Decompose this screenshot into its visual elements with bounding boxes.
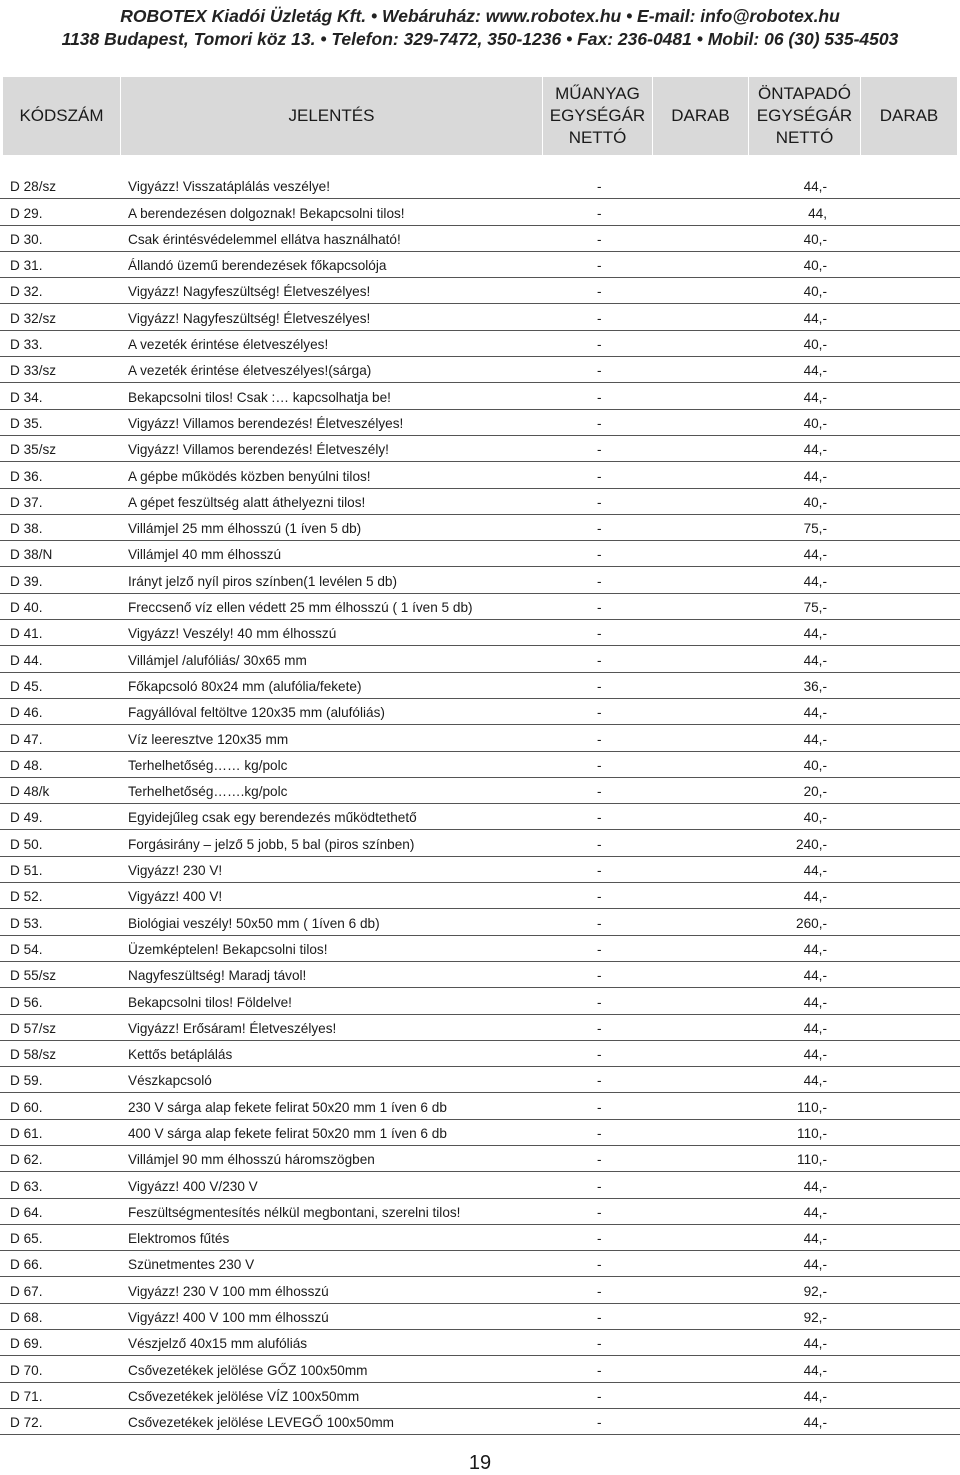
product-code: D 32.: [10, 284, 43, 300]
product-description: Fagyállóval feltöltve 120x35 mm (alufóliás): [128, 705, 385, 721]
plastic-price: -: [597, 547, 602, 563]
plastic-price: -: [597, 1125, 602, 1141]
product-description: Freccsenő víz ellen védett 25 mm élhosszú ( 1 íven 5 db): [128, 600, 473, 616]
plastic-price: -: [597, 1204, 602, 1220]
plastic-price: -: [597, 494, 602, 510]
plastic-price: -: [597, 863, 602, 879]
table-row: [0, 1146, 960, 1172]
plastic-price: -: [597, 757, 602, 773]
table-row: [0, 830, 960, 856]
product-code: D 32/sz: [10, 310, 57, 326]
adhesive-price: 40,-: [803, 284, 827, 300]
product-code: D 72.: [10, 1415, 43, 1431]
table-row: [0, 1093, 960, 1119]
product-description: 230 V sárga alap fekete felirat 50x20 mm 1 íven 6 db: [128, 1099, 447, 1115]
product-code: D 48.: [10, 757, 43, 773]
table-row: [0, 620, 960, 646]
adhesive-price: 20,-: [803, 784, 827, 800]
plastic-price: -: [597, 678, 602, 694]
product-description: Vigyázz! 400 V/230 V: [128, 1178, 258, 1194]
product-description: Vigyázz! 230 V!: [128, 863, 223, 879]
adhesive-price: 44,-: [803, 363, 827, 379]
product-code: D 41.: [10, 626, 43, 642]
plastic-price: -: [597, 1231, 602, 1247]
plastic-price: -: [597, 337, 602, 353]
product-code: D 59.: [10, 1073, 43, 1089]
table-row: [0, 1356, 960, 1382]
product-description: Csővezetékek jelölése VÍZ 100x50mm: [128, 1388, 360, 1404]
plastic-price: -: [597, 521, 602, 537]
table-row: [0, 489, 960, 515]
plastic-price: -: [597, 284, 602, 300]
product-code: D 64.: [10, 1204, 43, 1220]
product-description: Vigyázz! Nagyfeszültség! Életveszélyes!: [128, 310, 371, 326]
plastic-price: -: [597, 231, 602, 247]
plastic-price: -: [597, 468, 602, 484]
adhesive-price: 92,-: [803, 1310, 827, 1326]
plastic-price: -: [597, 1178, 602, 1194]
adhesive-price: 44,-: [803, 652, 827, 668]
product-description: 400 V sárga alap fekete felirat 50x20 mm 1 íven 6 db: [128, 1125, 447, 1141]
table-row: [0, 252, 960, 278]
product-code: D 28/sz: [10, 179, 57, 195]
plastic-price: -: [597, 626, 602, 642]
product-description: Villámjel 40 mm élhosszú: [128, 547, 282, 563]
product-description: A berendezésen dolgoznak! Bekapcsolni tilos!: [128, 205, 405, 221]
adhesive-price: 44,-: [803, 468, 827, 484]
table-header: [3, 77, 957, 155]
header-adhesive-price: ÖNTAPADÓ EGYSÉGÁR NETTÓ: [749, 77, 861, 155]
product-description: A vezeték érintése életveszélyes!(sárga): [128, 363, 372, 379]
adhesive-price: 44,-: [803, 889, 827, 905]
adhesive-price: 44,-: [803, 1388, 827, 1404]
adhesive-price: 40,-: [803, 258, 827, 274]
table-row: [0, 1015, 960, 1041]
product-code: D 55/sz: [10, 968, 57, 984]
table-row: [0, 857, 960, 883]
product-code: D 38/N: [10, 547, 53, 563]
product-description: A vezeték érintése életveszélyes!: [128, 337, 329, 353]
product-description: Főkapcsoló 80x24 mm (alufólia/fekete): [128, 678, 362, 694]
plastic-price: -: [597, 1415, 602, 1431]
product-description: Víz leeresztve 120x35 mm: [128, 731, 289, 747]
product-description: Terhelhetőség…….kg/polc: [128, 784, 288, 800]
table-row: [0, 962, 960, 988]
table-row: [0, 1277, 960, 1303]
plastic-price: -: [597, 915, 602, 931]
plastic-price: -: [597, 573, 602, 589]
product-code: D 29.: [10, 205, 43, 221]
product-description: Csővezetékek jelölése GŐZ 100x50mm: [128, 1362, 368, 1378]
plastic-price: -: [597, 810, 602, 826]
adhesive-price: 40,-: [803, 810, 827, 826]
plastic-price: -: [597, 968, 602, 984]
product-code: D 39.: [10, 573, 43, 589]
table-row: [0, 936, 960, 962]
table-row: [0, 278, 960, 304]
product-code: D 33/sz: [10, 363, 57, 379]
plastic-price: -: [597, 1362, 602, 1378]
plastic-price: -: [597, 1283, 602, 1299]
plastic-price: -: [597, 415, 602, 431]
plastic-price: -: [597, 442, 602, 458]
product-description: Biológiai veszély! 50x50 mm ( 1íven 6 db): [128, 915, 380, 931]
table-row: [0, 594, 960, 620]
adhesive-price: 110,-: [797, 1099, 827, 1115]
table-row: [0, 410, 960, 436]
adhesive-price: 44,-: [803, 389, 827, 405]
product-code: D 68.: [10, 1310, 43, 1326]
product-code: D 70.: [10, 1362, 43, 1378]
adhesive-price: 44,: [808, 205, 827, 221]
table-row: [0, 331, 960, 357]
adhesive-price: 44,-: [803, 1178, 827, 1194]
adhesive-price: 44,-: [803, 1020, 827, 1036]
product-code: D 34.: [10, 389, 43, 405]
plastic-price: -: [597, 731, 602, 747]
adhesive-price: 40,-: [803, 757, 827, 773]
product-code: D 65.: [10, 1231, 43, 1247]
table-row: [0, 383, 960, 409]
adhesive-price: 44,-: [803, 1231, 827, 1247]
product-description: Vigyázz! Nagyfeszültség! Életveszélyes!: [128, 284, 371, 300]
product-code: D 30.: [10, 231, 43, 247]
product-description: Vigyázz! Villamos berendezés! Életveszély!: [128, 442, 389, 458]
plastic-price: -: [597, 1336, 602, 1352]
product-code: D 45.: [10, 678, 43, 694]
plastic-price: -: [597, 1388, 602, 1404]
product-code: D 46.: [10, 705, 43, 721]
adhesive-price: 110,-: [797, 1125, 827, 1141]
plastic-price: -: [597, 836, 602, 852]
adhesive-price: 44,-: [803, 310, 827, 326]
product-description: Vészjelző 40x15 mm alufóliás: [128, 1336, 308, 1352]
table-row: [0, 804, 960, 830]
product-code: D 38.: [10, 521, 43, 537]
product-code: D 69.: [10, 1336, 43, 1352]
adhesive-price: 44,-: [803, 1073, 827, 1089]
table-row: [0, 1172, 960, 1198]
product-code: D 35.: [10, 415, 43, 431]
adhesive-price: 44,-: [803, 179, 827, 195]
plastic-price: -: [597, 363, 602, 379]
product-description: Elektromos fűtés: [128, 1231, 230, 1247]
product-description: Bekapcsolni tilos! Földelve!: [128, 994, 292, 1010]
product-description: Nagyfeszültség! Maradj távol!: [128, 968, 307, 984]
adhesive-price: 44,-: [803, 1047, 827, 1063]
adhesive-price: 75,-: [803, 521, 827, 537]
adhesive-price: 44,-: [803, 547, 827, 563]
adhesive-price: 240,-: [796, 836, 827, 852]
adhesive-price: 44,-: [803, 1336, 827, 1352]
product-code: D 71.: [10, 1388, 43, 1404]
adhesive-price: 44,-: [803, 626, 827, 642]
table-row: [0, 673, 960, 699]
table-row: [0, 567, 960, 593]
product-code: D 31.: [10, 258, 43, 274]
table-row: [0, 1067, 960, 1093]
plastic-price: -: [597, 1257, 602, 1273]
table-row: [0, 199, 960, 225]
adhesive-price: 75,-: [803, 600, 827, 616]
product-code: D 36.: [10, 468, 43, 484]
product-code: D 53.: [10, 915, 43, 931]
table-row: [0, 909, 960, 935]
table-row: [0, 1409, 960, 1435]
product-code: D 63.: [10, 1178, 43, 1194]
product-code: D 67.: [10, 1283, 43, 1299]
product-code: D 61.: [10, 1125, 43, 1141]
adhesive-price: 44,-: [803, 442, 827, 458]
adhesive-price: 44,-: [803, 863, 827, 879]
header-plastic-price: MŰANYAG EGYSÉGÁR NETTÓ: [543, 77, 653, 155]
product-code: D 54.: [10, 941, 43, 957]
table-row: [0, 725, 960, 751]
plastic-price: -: [597, 941, 602, 957]
header-qty-plastic: DARAB: [653, 77, 749, 155]
plastic-price: -: [597, 994, 602, 1010]
company-banner: [0, 0, 960, 67]
product-description: Üzemképtelen! Bekapcsolni tilos!: [128, 941, 328, 957]
product-code: D 50.: [10, 836, 43, 852]
company-banner-line2: 1138 Budapest, Tomori köz 13. • Telefon: 329-7472, 350-1236 • Fax: 236-0481 • Mobil: 06 (30) 535-4503: [61, 29, 899, 49]
product-description: Terhelhetőség…… kg/polc: [128, 757, 288, 773]
product-code: D 60.: [10, 1099, 43, 1115]
header-meaning: JELENTÉS: [121, 77, 543, 155]
table-row: [0, 646, 960, 672]
product-code: D 62.: [10, 1152, 43, 1168]
plastic-price: -: [597, 179, 602, 195]
product-description: A gépet feszültség alatt áthelyezni tilos!: [128, 494, 366, 510]
plastic-price: -: [597, 784, 602, 800]
table-row: [0, 173, 960, 199]
plastic-price: -: [597, 205, 602, 221]
adhesive-price: 92,-: [803, 1283, 827, 1299]
plastic-price: -: [597, 1020, 602, 1036]
product-description: Vigyázz! Visszatáplálás veszélye!: [128, 179, 330, 195]
adhesive-price: 44,-: [803, 994, 827, 1010]
table-row: [0, 226, 960, 252]
plastic-price: -: [597, 310, 602, 326]
product-description: Bekapcsolni tilos! Csak :… kapcsolhatja be!: [128, 389, 391, 405]
product-code: D 49.: [10, 810, 43, 826]
plastic-price: -: [597, 1152, 602, 1168]
product-description: Vigyázz! 400 V!: [128, 889, 223, 905]
product-description: Vigyázz! 230 V 100 mm élhosszú: [128, 1283, 329, 1299]
product-code: D 33.: [10, 337, 43, 353]
table-row: [0, 541, 960, 567]
product-description: Kettős betáplálás: [128, 1047, 233, 1063]
product-code: D 57/sz: [10, 1020, 57, 1036]
adhesive-price: 40,-: [803, 337, 827, 353]
plastic-price: -: [597, 600, 602, 616]
product-description: Irányt jelző nyíl piros színben(1 levélen 5 db): [128, 573, 397, 589]
table-row: [0, 1330, 960, 1356]
table-row: [0, 752, 960, 778]
table-row: [0, 1225, 960, 1251]
table-row: [0, 1199, 960, 1225]
page-number: 19: [468, 1452, 492, 1474]
adhesive-price: 44,-: [803, 1204, 827, 1220]
adhesive-price: 44,-: [803, 573, 827, 589]
product-description: Vigyázz! Erősáram! Életveszélyes!: [128, 1020, 337, 1036]
plastic-price: -: [597, 258, 602, 274]
product-description: Forgásirány – jelző 5 jobb, 5 bal (piros színben): [128, 836, 415, 852]
product-description: Vigyázz! Veszély! 40 mm élhosszú: [128, 626, 337, 642]
plastic-price: -: [597, 1099, 602, 1115]
product-code: D 40.: [10, 600, 43, 616]
header-qty-adhesive: DARAB: [879, 106, 939, 125]
product-code: D 58/sz: [10, 1047, 57, 1063]
price-table-body: [0, 173, 960, 1435]
product-code: D 44.: [10, 652, 43, 668]
product-description: Állandó üzemű berendezések főkapcsolója: [128, 258, 387, 274]
adhesive-price: 44,-: [803, 731, 827, 747]
adhesive-price: 260,-: [796, 915, 827, 931]
table-row: [0, 1304, 960, 1330]
adhesive-price: 44,-: [803, 941, 827, 957]
table-row: [0, 462, 960, 488]
product-description: Villámjel 25 mm élhosszú (1 íven 5 db): [128, 521, 362, 537]
adhesive-price: 110,-: [797, 1152, 827, 1168]
table-row: [0, 1251, 960, 1277]
product-code: D 48/k: [10, 784, 50, 800]
table-row: [0, 1120, 960, 1146]
table-row: [0, 357, 960, 383]
product-description: Csak érintésvédelemmel ellátva használható!: [128, 231, 401, 247]
product-code: D 52.: [10, 889, 43, 905]
table-row: [0, 883, 960, 909]
product-description: Vészkapcsoló: [128, 1073, 212, 1089]
product-code: D 56.: [10, 994, 43, 1010]
adhesive-price: 44,-: [803, 1362, 827, 1378]
adhesive-price: 40,-: [803, 415, 827, 431]
table-row: [0, 515, 960, 541]
table-row: [0, 1041, 960, 1067]
plastic-price: -: [597, 705, 602, 721]
adhesive-price: 44,-: [803, 1257, 827, 1273]
product-code: D 66.: [10, 1257, 43, 1273]
product-description: Vigyázz! Villamos berendezés! Életveszélyes!: [128, 415, 404, 431]
product-description: Villámjel 90 mm élhosszú háromszögben: [128, 1152, 375, 1168]
adhesive-price: 44,-: [803, 705, 827, 721]
adhesive-price: 40,-: [803, 231, 827, 247]
table-row: [0, 1383, 960, 1409]
product-description: A gépbe működés közben benyúlni tilos!: [128, 468, 371, 484]
plastic-price: -: [597, 1310, 602, 1326]
adhesive-price: 44,-: [803, 1415, 827, 1431]
plastic-price: -: [597, 889, 602, 905]
plastic-price: -: [597, 652, 602, 668]
plastic-price: -: [597, 1047, 602, 1063]
product-code: D 51.: [10, 863, 43, 879]
plastic-price: -: [597, 389, 602, 405]
product-description: Villámjel /alufóliás/ 30x65 mm: [128, 652, 307, 668]
table-row: [0, 436, 960, 462]
product-description: Vigyázz! 400 V 100 mm élhosszú: [128, 1310, 329, 1326]
header-code: KÓDSZÁM: [3, 77, 121, 155]
product-code: D 37.: [10, 494, 43, 510]
table-row: [0, 988, 960, 1014]
product-description: Egyidejűleg csak egy berendezés működtethető: [128, 810, 417, 826]
company-banner-line1: ROBOTEX Kiadói Üzletág Kft. • Webáruház: www.robotex.hu • E-mail: info@robotex.hu: [120, 6, 840, 26]
product-description: Szünetmentes 230 V: [128, 1257, 255, 1273]
table-row: [0, 778, 960, 804]
table-row: [0, 304, 960, 330]
plastic-price: -: [597, 1073, 602, 1089]
adhesive-price: 44,-: [803, 968, 827, 984]
product-description: Feszültségmentesítés nélkül megbontani, szerelni tilos!: [128, 1204, 461, 1220]
product-code: D 47.: [10, 731, 43, 747]
adhesive-price: 36,-: [803, 678, 827, 694]
table-row: [0, 699, 960, 725]
product-code: D 35/sz: [10, 442, 57, 458]
product-description: Csővezetékek jelölése LEVEGŐ 100x50mm: [128, 1415, 394, 1431]
adhesive-price: 40,-: [803, 494, 827, 510]
